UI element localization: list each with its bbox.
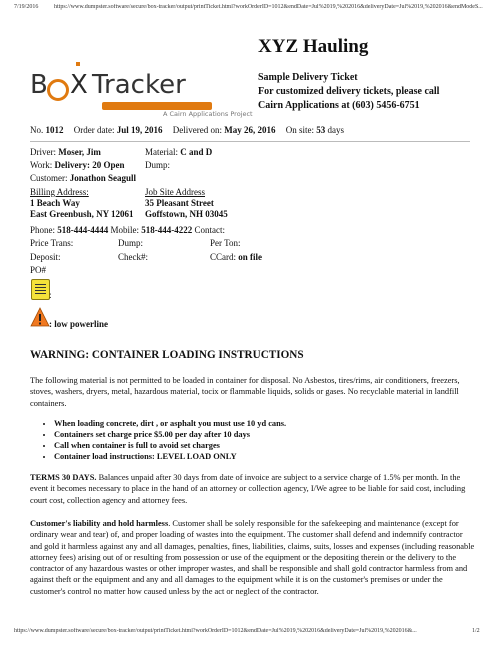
material-label: Material:: [145, 147, 178, 157]
liability-heading: Customer's liability and hold harmless: [30, 519, 169, 528]
terms-text: Balances unpaid after 30 days from date of invoice are subject to a service charge of 1.5% per month. In the event it becomes necessary to place in the hand of an attorney or collection agency, I/We agree to be liable for said cost, including court cost, collection agency and attorney fees.: [30, 473, 466, 505]
warning-note: : low powerline: [49, 319, 108, 329]
order-no-label: No.: [30, 125, 44, 135]
ccard-label: CCard:: [210, 252, 236, 262]
list-item: • Containers set charge price $5.00 per day after 10 days: [54, 429, 286, 440]
ticket-title: Sample Delivery Ticket: [258, 72, 358, 83]
order-date-label: Order date:: [73, 125, 115, 135]
customer-value: Jonathon Seagull: [69, 173, 137, 183]
deposit-label: Deposit:: [30, 252, 61, 262]
order-date-value: Jul 19, 2016: [116, 125, 163, 135]
driver-label: Driver:: [30, 147, 56, 157]
print-footer-url: https://www.dumpster.software/secure/box-tracker/output/printTicket.html?workOrderID=1012&endDate=Jul%2019,%202016&deliveryDate=Jul%2019,%202016&...: [14, 628, 417, 634]
logo-word-tracker: Tracker: [92, 70, 186, 100]
logo-truck-bar-icon: [102, 102, 212, 110]
order-line: [30, 124, 344, 136]
jobsite-city: Goffstown, NH 03045: [145, 209, 228, 219]
po-label: PO#: [30, 265, 47, 275]
ccard-value: on file: [238, 252, 262, 262]
work-label: Work:: [30, 160, 53, 170]
billing-address-label: Billing Address:: [30, 187, 89, 197]
logo-letter-b: B: [30, 70, 48, 100]
billing-city: East Greenbush, NY 12061: [30, 209, 134, 219]
material-row: [145, 146, 212, 158]
work-value: Delivery: 20 Open: [54, 160, 125, 170]
phone-row: [30, 224, 225, 236]
notes-icon: [31, 279, 50, 300]
per-ton-label: Per Ton:: [210, 238, 241, 248]
delivered-value: May 26, 2016: [224, 125, 276, 135]
ticket-subtitle-2: Cairn Applications at (603) 5456-6751: [258, 100, 420, 111]
divider: [30, 141, 470, 142]
logo-spark-icon: [76, 62, 80, 66]
warning-icon: [30, 307, 50, 327]
instruction-list: [30, 418, 286, 462]
terms-heading: TERMS 30 DAYS.: [30, 473, 97, 482]
list-item: • Call when container is full to avoid set charges: [54, 440, 286, 451]
contact-label: Contact:: [194, 225, 226, 235]
logo-o-ring-icon: [47, 79, 69, 101]
dump2-label: Dump:: [118, 238, 144, 248]
onsite-value: 53: [316, 125, 326, 135]
logo-tagline: A Cairn Applications Project: [163, 110, 253, 118]
company-name: XYZ Hauling: [258, 36, 369, 57]
dump-label: Dump:: [145, 160, 171, 170]
box-tracker-logo: [30, 60, 253, 120]
driver-value: Moser, Jim: [58, 147, 101, 157]
mobile-label: Mobile:: [110, 225, 140, 235]
ticket-subtitle-1: For customized delivery tickets, please call: [258, 86, 440, 97]
order-no-value: 1012: [45, 125, 64, 135]
notes-colon: :: [49, 290, 52, 300]
list-item: • Container load instructions: LEVEL LOAD ONLY: [54, 451, 286, 462]
warning-title: WARNING: CONTAINER LOADING INSTRUCTIONS: [30, 349, 304, 361]
price-trans-label: Price Trans:: [30, 238, 74, 248]
delivered-label: Delivered on:: [172, 125, 222, 135]
liability-paragraph: [30, 518, 475, 597]
material-value: C and D: [180, 147, 213, 157]
phone-value: 518-444-4444: [57, 225, 109, 235]
billing-street: 1 Beach Way: [30, 198, 80, 208]
jobsite-street: 35 Pleasant Street: [145, 198, 214, 208]
customer-label: Customer:: [30, 173, 68, 183]
jobsite-address-label: Job Site Address: [145, 187, 206, 197]
customer-row: [30, 172, 136, 184]
logo-letter-x: X: [70, 70, 88, 100]
work-row: [30, 159, 125, 171]
mobile-value: 518-444-4222: [141, 225, 193, 235]
warning-intro: The following material is not permitted to be loaded in container for disposal. No Asbestos, tires/rims, air conditioners, freezers, stoves, washers, dryers, metal, hazardous material, tocix or flammable liquids, solids or gases. No recyclable material in landfill containers.: [30, 376, 460, 408]
print-date: 7/19/2016: [14, 4, 39, 10]
print-header-url: https://www.dumpster.software/secure/box-tracker/output/printTicket.html?workOrderID=1012&endDate=Jul%2019,%202016&deliveryDate=Jul%2019,%202016&endModeS...: [54, 4, 483, 10]
list-item: • When loading concrete, dirt , or asphalt you must use 10 yd cans.: [54, 418, 286, 429]
driver-row: [30, 146, 101, 158]
page-number: 1/2: [472, 628, 480, 634]
terms-paragraph: [30, 472, 475, 506]
ccard-row: [210, 251, 262, 263]
check-label: Check#:: [118, 252, 148, 262]
liability-text: . Customer shall be solely responsible for the safekeeping and maintenance (except for ordinary wear and tear) of, and proper loading of wastes into the equipment. The customer shall defend and indemnify contractor and gold it harmless against any and all damages, penalties, fines, liabilities, claims, suits, losses and expenses (including reasonable attorney fees) arising out of or resulting from possession or use of the equipment or the depositing therein or the delivery to the contractor of any hazardous wastes or other improper wastes, and shall be responsible and shall gold contractor harmless from and against theft or the equipment and any and all damages to the equipment while it is on the customer's premises or under the customer's control no matter how caused unless by the act or neglect of the contractor.: [30, 519, 475, 596]
onsite-unit: days: [327, 125, 344, 135]
phone-label: Phone:: [30, 225, 56, 235]
onsite-label: On site:: [285, 125, 314, 135]
